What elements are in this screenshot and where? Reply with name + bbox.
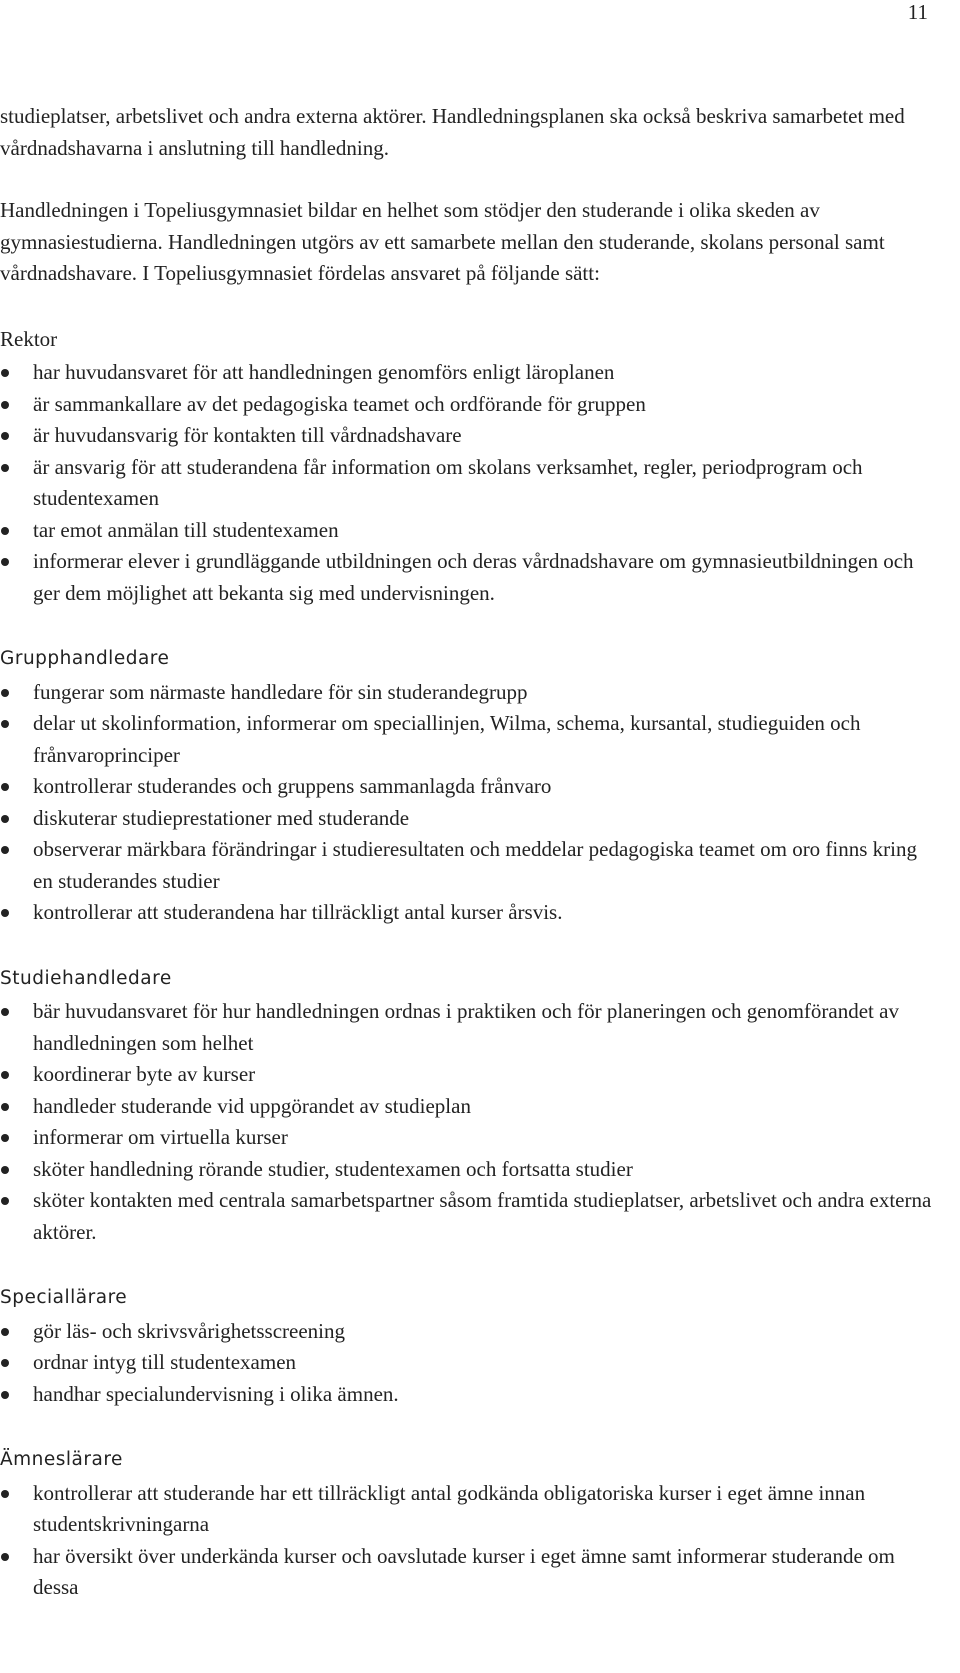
list-item: informerar om virtuella kurser xyxy=(0,1122,940,1154)
bullet-icon xyxy=(1,1166,9,1174)
document-body xyxy=(0,101,940,1604)
list-item: ordnar intyg till studentexamen xyxy=(0,1347,940,1379)
bullet-icon xyxy=(1,1134,9,1142)
bullet-icon xyxy=(1,1391,9,1399)
bullet-icon xyxy=(1,1490,9,1498)
page-number: 11 xyxy=(907,0,928,24)
bullet-icon xyxy=(1,1197,9,1205)
bullet-icon xyxy=(1,1328,9,1336)
bullet-icon xyxy=(1,1008,9,1016)
list-item: handleder studerande vid uppgörandet av studieplan xyxy=(0,1091,940,1123)
bullet-icon xyxy=(1,369,9,377)
list-item: sköter handledning rörande studier, studentexamen och fortsatta studier xyxy=(0,1154,940,1186)
list-item: observerar märkbara förändringar i studieresultaten och meddelar pedagogiska teamet om oro finns kring en studerandes studier xyxy=(0,834,940,897)
bullet-icon xyxy=(1,401,9,409)
bullet-icon xyxy=(1,1553,9,1561)
bullet-icon xyxy=(1,464,9,472)
list-item: diskuterar studieprestationer med studerande xyxy=(0,803,940,835)
bullet-icon xyxy=(1,720,9,728)
section-heading-amneslarare: Ämneslärare xyxy=(0,1449,123,1470)
bullet-icon xyxy=(1,432,9,440)
list-item: är ansvarig för att studerandena får information om skolans verksamhet, regler, periodprogram och studentexamen xyxy=(0,452,940,515)
section-heading-speciallarare: Speciallärare xyxy=(0,1287,128,1308)
list-item: har huvudansvaret för att handledningen genomförs enligt läroplanen xyxy=(0,357,940,389)
bullet-list-amneslarare xyxy=(0,1478,940,1604)
list-item: kontrollerar att studerandena har tillräckligt antal kurser årsvis. xyxy=(0,897,940,929)
bullet-icon xyxy=(1,1071,9,1079)
bullet-icon xyxy=(1,558,9,566)
bullet-list-grupphandledare xyxy=(0,677,940,929)
bullet-list-speciallarare xyxy=(0,1316,940,1411)
bullet-list-studiehandledare xyxy=(0,996,940,1248)
list-item: kontrollerar att studerande har ett tillräckligt antal godkända obligatoriska kurser i eget ämne innan studentskrivningarna xyxy=(0,1478,940,1541)
section-heading-studiehandledare: Studiehandledare xyxy=(0,967,172,989)
list-item: är huvudansvarig för kontakten till vårdnadshavare xyxy=(0,420,940,452)
bullet-icon xyxy=(1,815,9,823)
bullet-icon xyxy=(1,909,9,917)
list-item: informerar elever i grundläggande utbildningen och deras vårdnadshavare om gymnasieutbildningen och ger dem möjlighet att bekanta sig med undervisningen. xyxy=(0,546,940,609)
list-item: tar emot anmälan till studentexamen xyxy=(0,515,940,547)
section-heading-rektor: Rektor xyxy=(0,326,58,351)
bullet-icon xyxy=(1,783,9,791)
list-item: har översikt över underkända kurser och oavslutade kurser i eget ämne samt informerar studerande om dessa xyxy=(0,1541,940,1604)
list-item: handhar specialundervisning i olika ämnen. xyxy=(0,1379,940,1411)
list-item: koordinerar byte av kurser xyxy=(0,1059,940,1091)
bullet-icon xyxy=(1,689,9,697)
intro-paragraph-2: Handledningen i Topeliusgymnasiet bildar en helhet som stödjer den studerande i olika skeden av gymnasiestudierna. Handledningen utgörs av ett samarbete mellan den studerande, skolans personal samt vårdnadshavare. I Topeliusgymnasiet fördelas ansvaret på följande sätt: xyxy=(0,198,885,285)
bullet-icon xyxy=(1,846,9,854)
list-item: kontrollerar studerandes och gruppens sammanlagda frånvaro xyxy=(0,771,940,803)
bullet-icon xyxy=(1,527,9,535)
list-item: är sammankallare av det pedagogiska teamet och ordförande för gruppen xyxy=(0,389,940,421)
list-item: bär huvudansvaret för hur handledningen ordnas i praktiken och för planeringen och genomförandet av handledningen som helhet xyxy=(0,996,940,1059)
list-item: sköter kontakten med centrala samarbetspartner såsom framtida studieplatser, arbetslivet och andra externa aktörer. xyxy=(0,1185,940,1248)
intro-paragraph-1: studieplatser, arbetslivet och andra externa aktörer. Handledningsplanen ska också beskriva samarbetet med vårdnadshavarna i anslutning till handledning. xyxy=(0,104,905,160)
list-item: gör läs- och skrivsvårighetsscreening xyxy=(0,1316,940,1348)
list-item: fungerar som närmaste handledare för sin studerandegrupp xyxy=(0,677,940,709)
bullet-list-rektor xyxy=(0,357,940,609)
bullet-icon xyxy=(1,1103,9,1111)
list-item: delar ut skolinformation, informerar om speciallinjen, Wilma, schema, kursantal, studieguiden och frånvaroprinciper xyxy=(0,708,940,771)
bullet-icon xyxy=(1,1359,9,1367)
section-heading-grupphandledare: Grupphandledare xyxy=(0,648,170,669)
